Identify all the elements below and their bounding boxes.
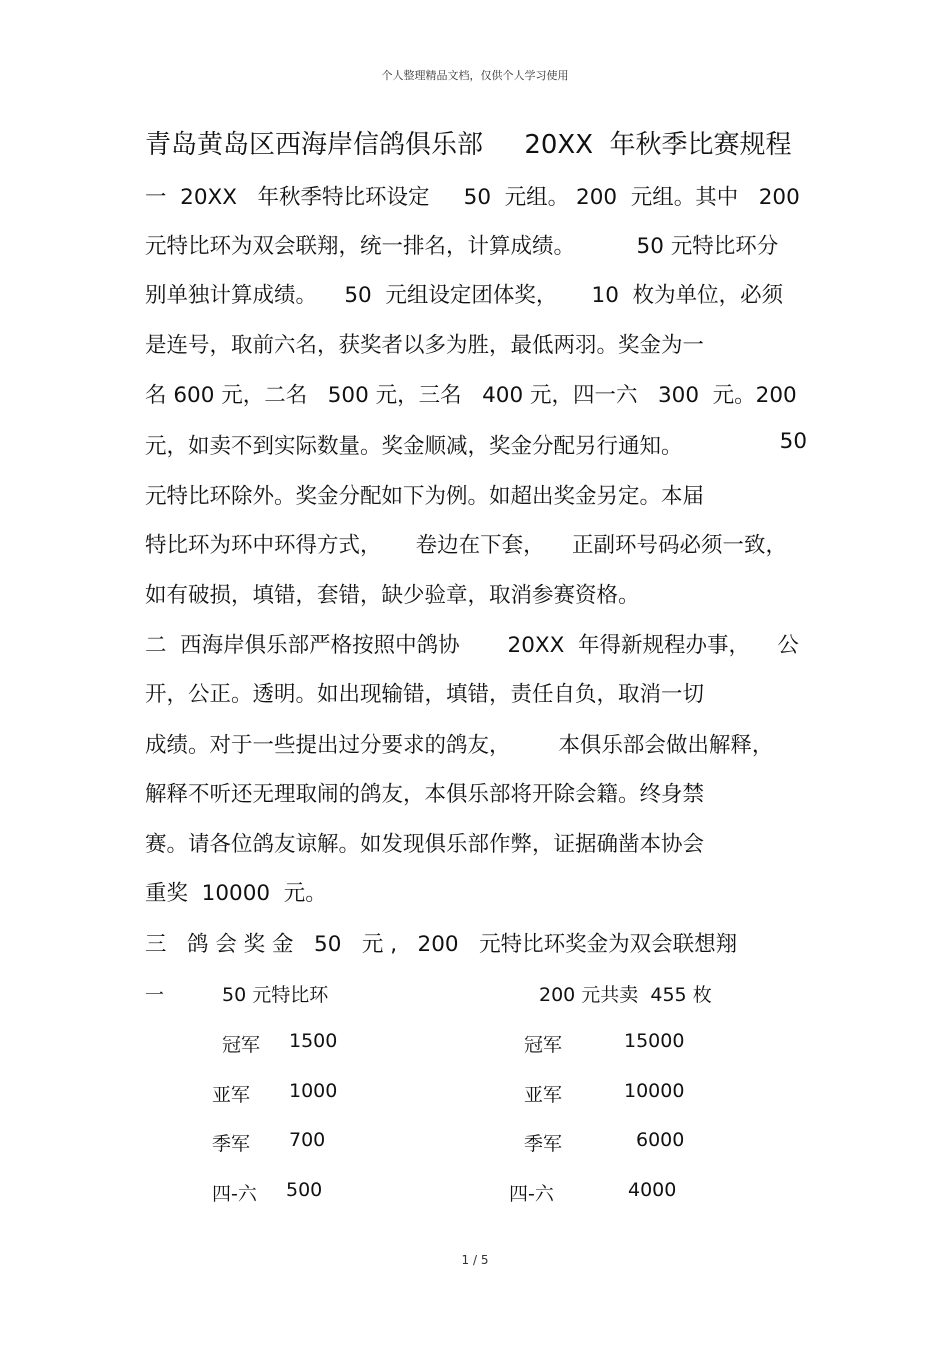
page-number: 1 / 5 [461,1253,489,1267]
prize-left-heading: 50 元特比环 [222,984,329,1006]
body-line: 元，如卖不到实际数量。奖金顺减，奖金分配另行通知。 [145,434,683,459]
prize-left-rank: 季军 [212,1133,251,1155]
body-line: 元特比环为双会联翔，统一排名，计算成绩。 50 元特比环分 [145,234,779,259]
body-line: 别单独计算成绩。 50 元组设定团体奖， 10 枚为单位，必须 [145,283,784,308]
prize-right-amount: 15000 [624,1030,685,1052]
body-line: 赛。请各位鸽友谅解。如发现俱乐部作弊，证据确凿本协会 [145,832,705,857]
prize-left-amount: 700 [289,1129,326,1151]
prize-right-amount: 10000 [624,1080,685,1102]
prize-right-rank: 季军 [524,1133,563,1155]
body-line: 开，公正。透明。如出现输错，填错，责任自负，取消一切 [145,682,705,707]
body-line-right-number: 50 [779,429,807,454]
prize-right-rank: 四-六 [509,1183,554,1205]
body-line: 一 20XX 年秋季特比环设定 50 元组。 200 元组。其中 200 [145,185,800,210]
body-line: 二 西海岸俱乐部严格按照中鸽协 20XX 年得新规程办事， 公 [145,633,799,658]
body-line: 元特比环除外。奖金分配如下为例。如超出奖金另定。本届 [145,484,705,509]
prize-left-rank: 亚军 [212,1084,251,1106]
prize-left-amount: 500 [286,1179,323,1201]
document-title: 青岛黄岛区西海岸信鸽俱乐部 20XX 年秋季比赛规程 [145,130,792,160]
prize-right-rank: 冠军 [524,1034,563,1056]
body-line: 特比环为环中环得方式， 卷边在下套， 正副环号码必须一致， [145,533,788,558]
body-line: 三 鸽 会 奖 金 50 元 , 200 元特比环奖金为双会联想翔 [145,932,738,957]
body-line: 解释不听还无理取闹的鸽友，本俱乐部将开除会籍。终身禁 [145,782,705,807]
body-line: 是连号，取前六名，获奖者以多为胜，最低两羽。奖金为一 [145,333,705,358]
body-line: 成绩。对于一些提出过分要求的鸽友， 本俱乐部会做出解释， [145,733,774,758]
body-line: 重奖 10000 元。 [145,881,327,906]
page-header: 个人整理精品文档，仅供个人学习使用 [381,69,569,82]
prize-prefix: 一 [145,984,165,1006]
prize-right-amount: 4000 [628,1179,677,1201]
prize-right-heading: 200 元共卖 455 枚 [539,984,712,1006]
body-line: 名 600 元，二名 500 元，三名 400 元，四一六 300 元。200 [145,383,797,408]
prize-left-amount: 1000 [289,1080,338,1102]
prize-left-rank: 四-六 [212,1183,257,1205]
body-line: 如有破损，填错，套错，缺少验章，取消参赛资格。 [145,583,640,608]
prize-right-amount: 6000 [636,1129,685,1151]
prize-left-rank: 冠军 [222,1034,261,1056]
prize-left-amount: 1500 [289,1030,338,1052]
prize-right-rank: 亚军 [524,1084,563,1106]
